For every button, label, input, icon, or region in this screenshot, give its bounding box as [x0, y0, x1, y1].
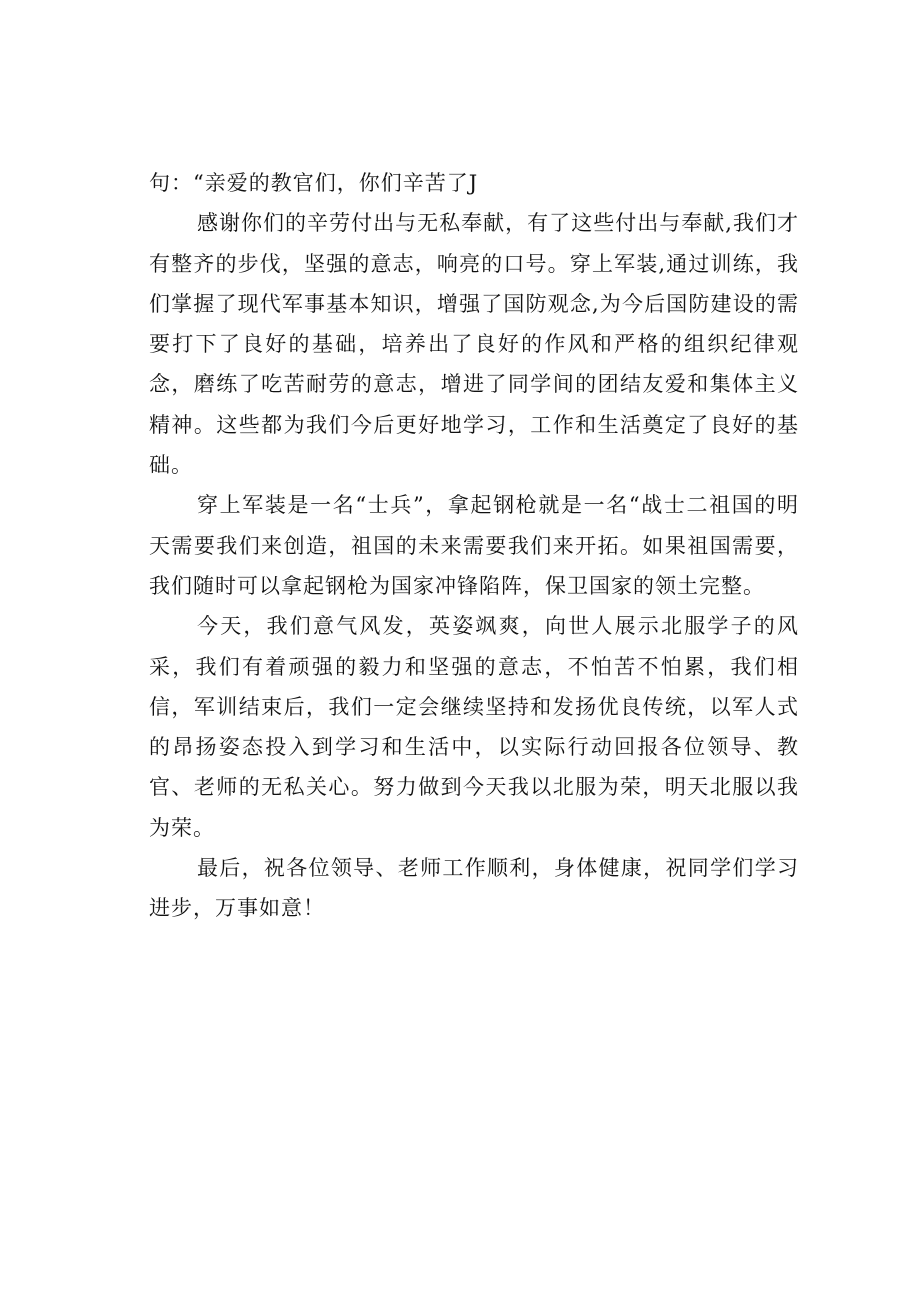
paragraph-soldier: 穿上军装是一名“士兵”，拿起钢枪就是一名“战士二祖国的明天需要我们来创造，祖国的未来需要我们来开拓。如果祖国需要，我们随时可以拿起钢枪为国家冲锋陷阵，保卫国家的领土完整。	[149, 493, 799, 598]
paragraph-thanks: 感谢你们的辛劳付出与无私奉献，有了这些付出与奉献,我们才有整齐的步伐，坚强的意志，响亮的口号。穿上军装,通过训练，我们掌握了现代军事基本知识，增强了国防观念,为今后国防建设的需要打下了良好的基础，培养出了良好的作风和严格的组织纪律观念，磨练了吃苦耐劳的意志，增进了同学间的团结友爱和集体主义精神。这些都为我们今后更好地学习，工作和生活奠定了良好的基础。	[149, 211, 799, 478]
paragraph-greeting-end: 句：“亲爱的教官们，你们辛苦了J	[149, 171, 479, 195]
paragraph-closing-wishes: 最后，祝各位领导、老师工作顺利，身体健康，祝同学们学习进步，万事如意！	[149, 856, 799, 921]
paragraph-today: 今天，我们意气风发，英姿飒爽，向世人展示北服学子的风采，我们有着顽强的毅力和坚强的意志，不怕苦不怕累，我们相信，军训结束后，我们一定会继续坚持和发扬优良传统，以军人式的昂扬姿态投入到学习和生活中，以实际行动回报各位领导、教官、老师的无私关心。努力做到今天我以北服为荣，明天北服以我为荣。	[149, 614, 799, 840]
document-body	[149, 163, 799, 929]
